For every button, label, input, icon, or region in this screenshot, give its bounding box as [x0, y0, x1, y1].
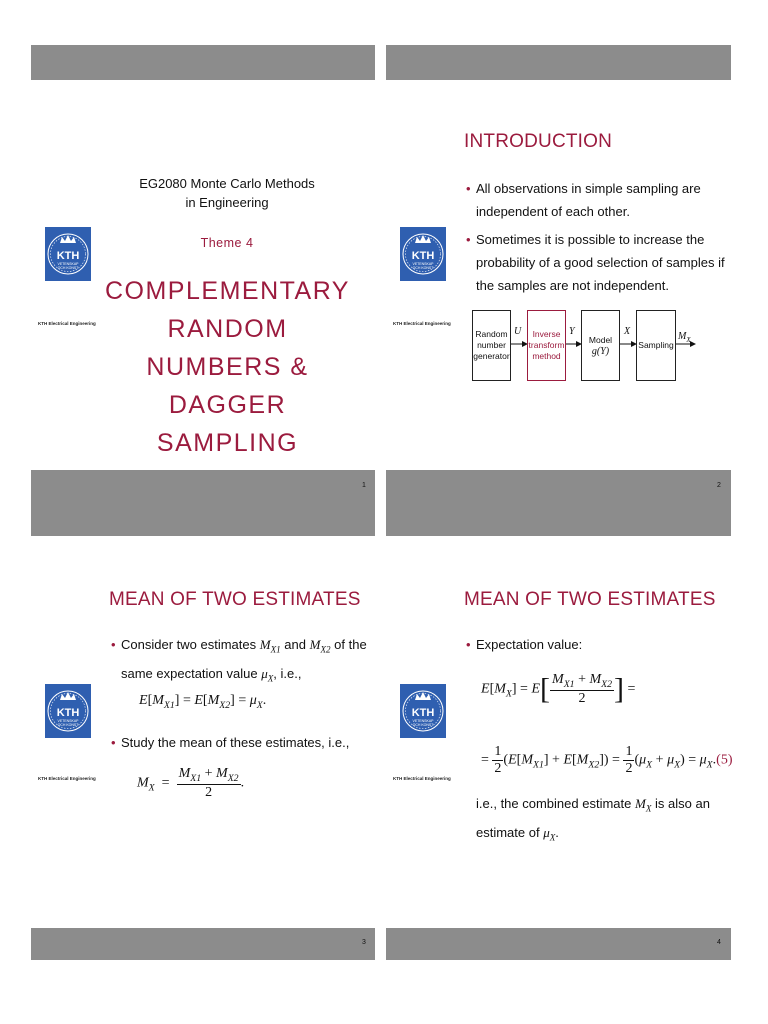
bullet-item [466, 633, 583, 656]
bullet-text: independent of each other. [476, 204, 630, 219]
course-line1: EG2080 Monte Carlo Methods [139, 176, 315, 191]
page-number: 2 [717, 482, 721, 489]
slide2-top-bar [386, 45, 731, 80]
page-number: 4 [717, 939, 721, 946]
math-mx1: $M_{X1}$ [259, 637, 281, 655]
slide1-title-line2: RANDOM NUMBERS & [146, 315, 309, 381]
page-number: 3 [362, 939, 366, 946]
kth-logo [45, 684, 91, 738]
box-text: Sampling [638, 340, 674, 350]
theme-label: Theme 4 [200, 236, 254, 250]
body-text: estimate of [476, 824, 544, 840]
box-text: Model [588, 334, 613, 345]
label-m-main: M [678, 331, 687, 342]
bullet-dot: • [111, 637, 116, 652]
box-text: g(Y) [591, 345, 610, 357]
body-text: i.e., the combined estimate [476, 796, 635, 811]
logo-sub1: VETENSKAP [412, 719, 434, 723]
sampling-box [636, 310, 676, 381]
label-m [678, 331, 691, 344]
bullet-text: Expectation value: [476, 637, 583, 652]
logo-text: KTH [56, 707, 80, 719]
math-mx: $M_X$ [634, 796, 652, 814]
bullet-text: same expectation value [121, 665, 262, 681]
slide2-bottom-bar [386, 470, 731, 536]
logo-sub2: OCH KONST [412, 266, 434, 270]
logo-text: KTH [411, 250, 435, 262]
logo-caption: KTH Electrical Engineering [393, 321, 451, 326]
logo-sub2: OCH KONST [57, 723, 79, 727]
logo-caption: KTH Electrical Engineering [38, 776, 96, 781]
bullet-text: Consider two estimates [121, 637, 260, 652]
slide1-bottom-bar [31, 470, 375, 536]
bullet-text: probability of a good selection of samples if [476, 255, 725, 270]
equation-expectations-equal: $E[M_{X1}] = E[M_{X2}] = \mu_X$. [139, 693, 267, 711]
model-box [581, 310, 620, 381]
kth-logo [400, 684, 446, 738]
box-text: Random [475, 329, 508, 339]
kth-logo [45, 227, 91, 281]
bullet-dot: • [466, 181, 471, 196]
label-u: U [514, 326, 522, 337]
equation-expectation-1: $E[M_X] = E$[ $\frac{M_{X1} + M_{X2}}{2}$ ] = [481, 672, 636, 706]
equation-expectation-2: = $\frac{1}{2}$ $(E[M_{X1}] + E[M_{X2}])$ = $\frac{1}{2}$ $(\mu_X + \mu_X) = \mu_X.(5)$ [481, 744, 733, 776]
page-number: 1 [362, 482, 366, 489]
box-text: Inverse [532, 329, 561, 339]
logo-sub2: OCH KONST [412, 723, 434, 727]
slide2-title: INTRODUCTION [464, 131, 613, 152]
label-y: Y [569, 326, 575, 337]
logo-sub1: VETENSKAP [57, 719, 79, 723]
box-text: generator [473, 351, 510, 361]
course-title [107, 174, 347, 212]
bullet-dot: • [466, 637, 471, 652]
math-mu: $\mu_X$ [543, 824, 556, 843]
math-mu: $\mu_X$ [261, 665, 274, 684]
bullet-text: , i.e., [273, 665, 302, 681]
slide1-top-bar [31, 45, 375, 80]
slide4-bottom-bar [386, 928, 731, 960]
equation-mean-estimate: $M_X$ = $\frac{M_{X1} + M_{X2}}{2}$ . [137, 766, 245, 800]
logo-sub2: OCH KONST [57, 266, 79, 270]
bullet-item [111, 731, 350, 754]
slide1-title-line1: COMPLEMENTARY [104, 277, 350, 305]
bullet-text: the samples are not independent. [476, 278, 669, 293]
logo-text: KTH [411, 707, 435, 719]
slide1-title [100, 272, 355, 462]
slide4-title: MEAN OF TWO ESTIMATES [464, 589, 716, 610]
course-line2: in Engineering [185, 195, 269, 210]
logo-text: KTH [56, 250, 80, 262]
label-m-sub: X [686, 336, 691, 344]
bullet-item [466, 228, 725, 297]
math-mx2: $M_{X2}$ [309, 637, 331, 655]
box-text: method [532, 351, 561, 361]
text-block: i.e., the combined estimate $M_X$ is also an estimate of $\mu_X$. [476, 796, 710, 843]
slide1-title-line3: DAGGER SAMPLING [156, 391, 299, 457]
box-text: number [477, 340, 506, 350]
slide3-bottom-bar [31, 928, 375, 960]
bullet-text: All observations in simple sampling are [476, 181, 701, 196]
bullet-text: and [280, 637, 310, 652]
label-x: X [624, 326, 631, 337]
bullet-text: Study the mean of these estimates, i.e., [121, 735, 350, 750]
bullet-item [466, 177, 701, 223]
random-number-generator-box [472, 310, 511, 381]
bullet-text: Sometimes it is possible to increase the [476, 232, 705, 247]
kth-logo [400, 227, 446, 281]
bullet-dot: • [111, 735, 116, 750]
logo-caption: KTH Electrical Engineering [38, 321, 96, 326]
bullet-item [111, 633, 371, 690]
box-text: transform [528, 340, 565, 350]
equation-number: (5) [716, 752, 733, 768]
body-text: is also an [651, 796, 710, 811]
slide3-title: MEAN OF TWO ESTIMATES [109, 589, 361, 610]
logo-caption: KTH Electrical Engineering [393, 776, 451, 781]
inverse-transform-box [527, 310, 566, 381]
bullet-text: of the [330, 637, 367, 652]
bullet-dot: • [466, 232, 471, 247]
logo-sub1: VETENSKAP [57, 262, 79, 266]
logo-sub1: VETENSKAP [412, 262, 434, 266]
